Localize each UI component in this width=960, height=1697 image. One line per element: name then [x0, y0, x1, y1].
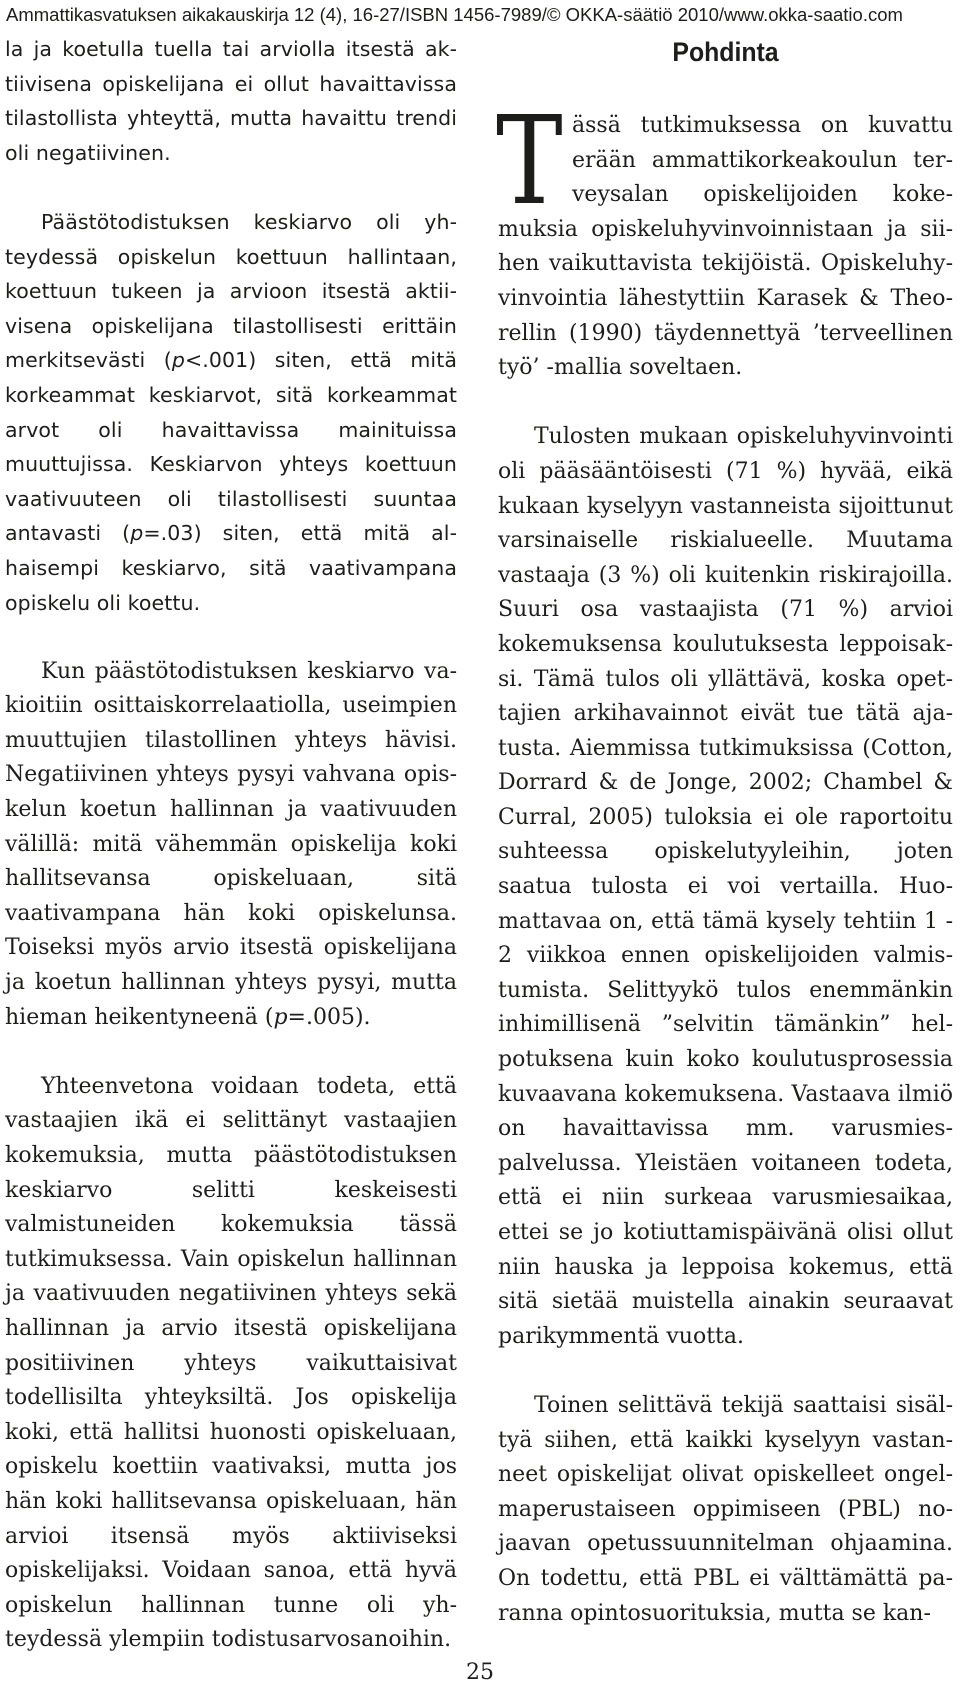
paragraph-summary: Yhteenvetona voidaan todeta, että vastaajien ikä ei selittänyt vastaajien kokemuksia, mutta päästötodistuksen keskiarvo selitti keskeisesti valmistuneiden kokemuksia tässä tutkimuksessa. Vain opiskelun hallinnan ja vaativuuden negatiivinen yhteys sekä hallinnan ja arvio itsestä opiskelijana positiivinen yhteys vaikuttaisivat todellisilta yhteyksiltä. Jos opiskelija koki, että hallitsi huonosti opiskeluaan, opiskelu koettiin vaativaksi, mutta jos hän koki hallitsevansa opiskeluaan, hän arvioi itsensä myös aktiiviseksi opiskelijaksi. Voidaan sanoa, että hyvä opiskelun hallinnan tunne oli yhteydessä ylempiin todistusarvosanoihin. [5, 1073, 457, 1653]
p-value-symbol: p [130, 521, 144, 546]
p-value-symbol: p [273, 1004, 288, 1030]
paragraph-text: <.001) siten, että mitä korkeammat keskiarvot, sitä korkeammat arvot oli havaittavissa mainituissa muuttujissa. Keskiarvon yhteys koettuun vaativuuteen oli tilastollisesti suuntaa antavasti ( [5, 348, 457, 546]
paragraph-text: =.03) siten, että mitä alhaisempi keskiarvo, sitä vaativampana opiskelu oli koettu. [5, 521, 457, 615]
paragraph-pbl-explanation: Toinen selittävä tekijä saattaisi sisältyä siihen, että kaikki kyselyyn vastanneet opiskelijat olivat opiskelleet ongelmaperustaiseen oppimiseen (PBL) nojaavan opetussuunnitelman ohjaamina. On todettu, että PBL ei välttämättä paranna opintosuorituksia, mutta se kan- [498, 1392, 953, 1626]
section-title: Pohdinta [672, 37, 779, 67]
left-column [5, 32, 457, 1658]
paragraph-text: Kun päästötodistuksen keskiarvo vakioitiin osittaiskorrelaatiolla, useimpien muuttujien tilastollinen yhteys hävisi. Negatiivinen yhteys pysyi vahvana opiskelun koetun hallinnan ja vaativuuden välillä: mitä vähemmän opiskelija koki hallitsevansa opiskeluaan, sitä vaativampana hän koki opiskelunsa. Toiseksi myös arvio itsestä opiskelijana ja koetun hallinnan yhteys pysyi, mutta hieman heikentyneenä ( [5, 658, 457, 1030]
paragraph-text: =.005). [287, 1004, 371, 1030]
paragraph-results-discussion: Tulosten mukaan opiskeluhyvinvointi oli pääsääntöisesti (71 %) hyvää, eikä kukaan kyselyyn vastanneista sijoittunut varsinaiselle riskialueelle. Muutama vastaaja (3 %) oli kuitenkin riskirajoilla. Suuri osa vastaajista (71 %) arvioi kokemuksensa koulutuksesta leppoisaksi. Tämä tulos oli yllättävä, koska opettajien arkihavainnot eivät tue tätä ajatusta. Aiemmissa tutkimuksissa (Cotton, Dorrard & de Jonge, 2002; Chambel & Curral, 2005) tuloksia ei ole raportoitu suhteessa opiskelutyyleihin, joten saatua tulosta ei voi vertailla. Huomattavaa on, että tämä kysely tehtiin 1 - 2 viikkoa ennen opiskelijoiden valmistumista. Selittyykö tulos enemmänkin inhimillisenä ”selvitin tämänkin” helpotuksena kuin koko koulutusprosessia kuvaavana kokemuksena. Vastaava ilmiö on havaittavissa mm. varusmiespalvelussa. Yleistäen voitaneen todeta, että ei niin surkeaa varusmiesaikaa, ettei se jo kotiuttamispäivänä olisi ollut niin hauska ja leppoisa kokemus, että sitä sietää muistella ainakin seuraavat parikymmentä vuotta. [498, 424, 953, 1349]
paragraph-discussion-intro [496, 90, 953, 386]
p-value-symbol: p [171, 348, 185, 373]
paragraph-text: la ja koetulla tuella tai arviolla itsestä aktiivisena opiskelijana ei ollut havaittavissa tilastollista yhteyttä, mutta havaittu trendi oli negatiivinen. [5, 37, 457, 165]
running-head: Ammattikasvatuksen aikakauskirja 12 (4), 16-27/ISBN 1456-7989/© OKKA-säätiö 2010/www.okka-saatio.com [6, 4, 903, 25]
paragraph-text: ässä tutkimuksessa on kuvattu erään ammattikorkeakoulun terveysalan opiskelijoiden kokemuksia opiskeluhyvinvoinnistaan ja siihen vaikuttavista tekijöistä. Opiskeluhyvinvointia lähestyttiin Karasek & Theorellin (1990) täydennettyä ’terveellinen työ’ -mallia soveltaen. [498, 113, 953, 381]
right-column [498, 35, 953, 1631]
paragraph-partial-correlation [5, 655, 457, 1036]
drop-cap: T [496, 90, 563, 232]
paragraph-results-continued [5, 32, 457, 170]
paragraph-grade-average [5, 205, 457, 620]
paragraph-text: Päästötodistuksen keskiarvo oli yhteydessä opiskelun koettuun hallintaan, koettuun tukeen ja arvioon itsestä aktiivisena opiskelijana tilastollisesti erittäin merkitsevästi ( [5, 209, 457, 373]
page-number: 25 [466, 1660, 494, 1685]
